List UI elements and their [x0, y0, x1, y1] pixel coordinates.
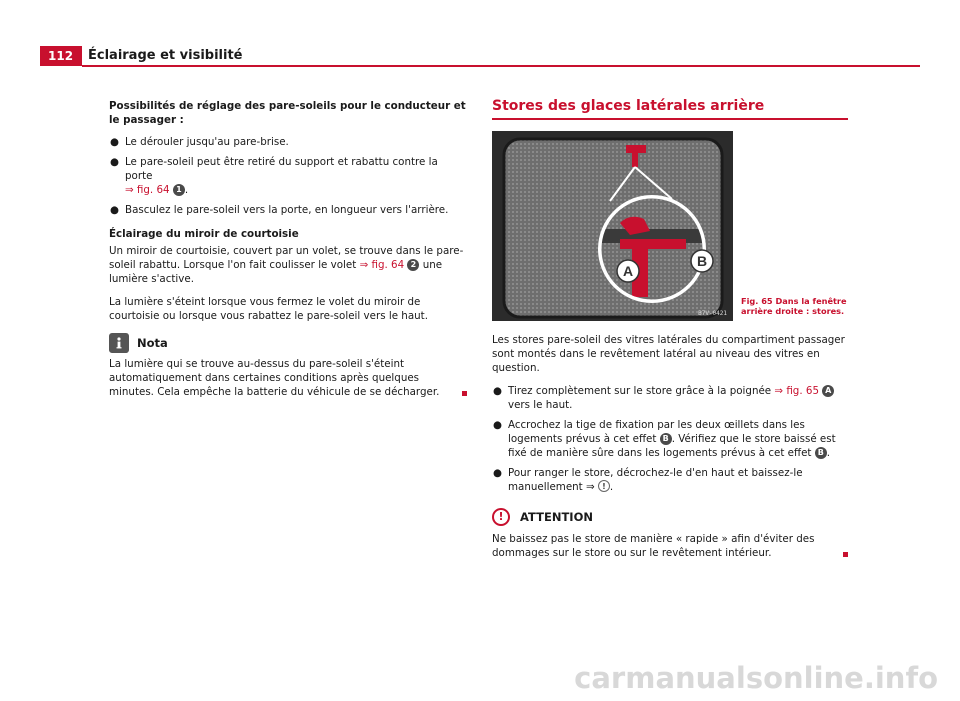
list-item: [109, 135, 467, 149]
list-item: ● Accrochez la tige de fixation par les deux œillets dans les logements prévus à cet effet B . Vérifiez que le store baissé est fixé de manière sûre dans les logements prévus à cet effet B .: [493, 419, 836, 459]
list-item-text: Le dérouler jusqu'au pare-brise.: [125, 136, 289, 148]
callout-badge: 2: [407, 259, 419, 271]
section-title: Stores des glaces latérales arrière: [492, 98, 765, 114]
list-item-text: Le pare-soleil peut être retiré du support et rabattu contre la porte: [125, 156, 438, 182]
callout-badge: B: [660, 433, 672, 445]
watermark: carmanualsonline.info: [574, 661, 938, 695]
mirror-paragraph: Un miroir de courtoisie, couvert par un volet, se trouve dans le pare-soleil rabattu. Lorsque l'on fait coulisser le volet ⇒ fig. 64 2 une lumière s'active.: [109, 245, 464, 285]
note-header: [109, 333, 467, 353]
warning-header: [492, 508, 848, 526]
callout-badge: 1: [173, 184, 185, 196]
warning-text: Ne baissez pas le store de manière « rapide » afin d'éviter des dommages sur le store ou sur le revêtement intérieur.: [492, 533, 815, 559]
figure-caption: Fig. 65 Dans la fenêtre arrière droite : stores.: [741, 296, 847, 316]
left-column: [109, 99, 467, 396]
bullet-icon: ●: [110, 156, 119, 168]
figure-65-image: [492, 131, 733, 321]
callout-badge: B: [815, 447, 827, 459]
note-text: La lumière qui se trouve au-dessus du pare-soleil s'éteint automatiquement dans certaines conditions après quelques minutes. Cela empêche la batterie du véhicule de se décharger.: [109, 358, 440, 398]
warning-icon: !: [492, 508, 510, 526]
page-number: 112: [40, 46, 82, 66]
section-end-marker: [843, 552, 848, 557]
list-item: ● Pour ranger le store, décrochez-le d'en haut et baissez-le manuellement ⇒ ! .: [493, 467, 803, 493]
list-item: ● Tirez complètement sur le store grâce à la poignée ⇒ fig. 65 A vers le haut.: [492, 384, 848, 412]
section-divider: [492, 118, 848, 120]
info-icon: [109, 333, 129, 353]
bullet-icon: ●: [493, 467, 502, 479]
blinds-intro: Les stores pare-soleil des vitres latérales du compartiment passager sont montés dans le revêtement latéral au niveau des vitres en question.: [492, 334, 845, 374]
warning-ref-icon[interactable]: !: [598, 480, 610, 492]
bullet-icon: ●: [110, 136, 119, 148]
callout-badge: A: [822, 385, 834, 397]
figure-label-b: B: [696, 253, 708, 269]
figure-link[interactable]: ⇒ fig. 65: [774, 385, 819, 397]
figure-label-a: A: [622, 263, 634, 279]
bullet-icon: ●: [493, 419, 502, 431]
figure-link[interactable]: ⇒ fig. 64: [125, 184, 170, 196]
right-column-body: [492, 333, 848, 557]
note-label: Nota: [137, 336, 168, 350]
mirror-lighting-heading: Éclairage du miroir de courtoisie: [109, 228, 299, 240]
list-item-text: Basculez le pare-soleil vers la porte, en longueur vers l'arrière.: [125, 204, 449, 216]
header-divider: [82, 65, 920, 67]
bullet-icon: ●: [493, 385, 502, 397]
warning-label: ATTENTION: [520, 510, 593, 524]
section-end-marker: [462, 391, 467, 396]
adjustment-heading: Possibilités de réglage des pare-soleils pour le conducteur et le passager :: [109, 100, 466, 126]
figure-link[interactable]: ⇒ fig. 64: [359, 259, 405, 271]
bullet-icon: ●: [110, 204, 119, 216]
light-off-paragraph: La lumière s'éteint lorsque vous fermez le volet du miroir de courtoisie ou lorsque vous rabattez le pare-soleil vers le haut.: [109, 296, 428, 322]
list-item: [109, 203, 467, 217]
figure-code: B7V-0421: [698, 310, 727, 317]
list-item: ● Le pare-soleil peut être retiré du support et rabattu contre la porte ⇒ fig. 64 1 .: [110, 156, 438, 196]
chapter-title: Éclairage et visibilité: [88, 48, 243, 63]
